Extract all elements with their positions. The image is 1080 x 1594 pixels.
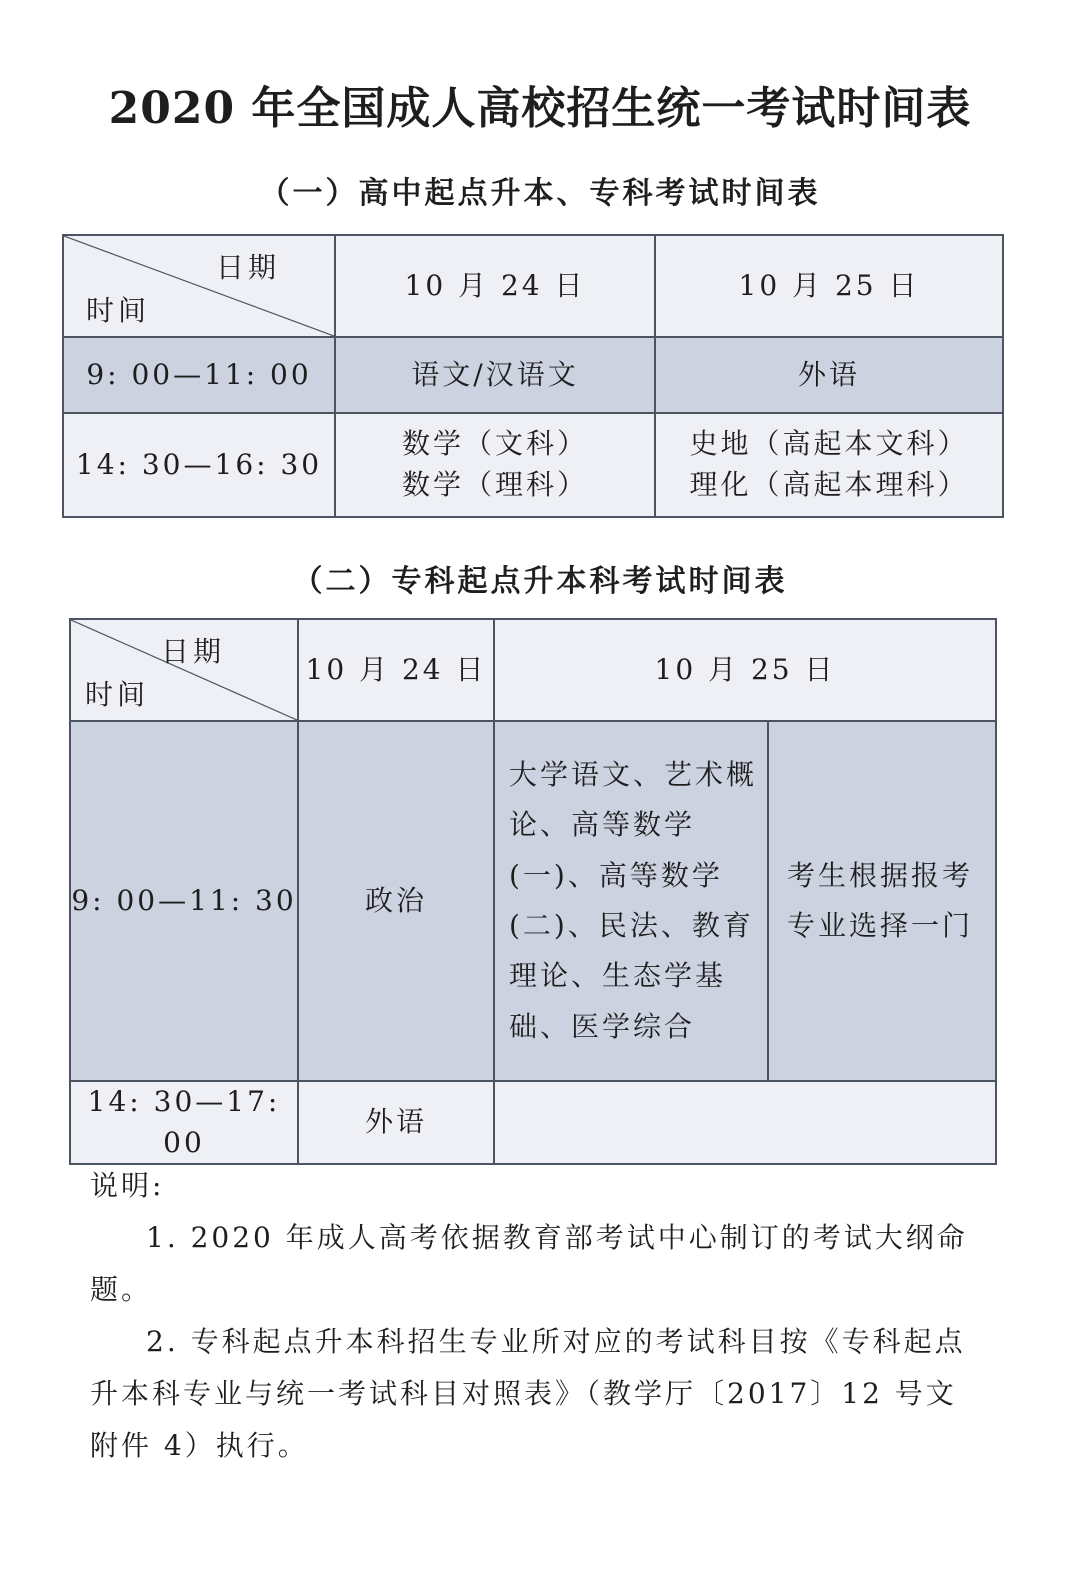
table-row (63, 413, 1003, 517)
selection-note-cell: 考生根据报考专业选择一门 (768, 721, 996, 1081)
subject-line: 数学（文科） (401, 427, 588, 461)
note-item: 2. 专科起点升本科招生专业所对应的考试科目按《专科起点升本科专业与统一考试科目对照表》（教学厅〔2017〕12 号文附件 4）执行。 (90, 1325, 966, 1462)
subject-line: 史地（高起本文科） (689, 427, 969, 461)
subject-cell: 语文/汉语文 (335, 337, 655, 413)
subject-list-cell: 大学语文、艺术概论、高等数学(一)、高等数学(二)、民法、教育理论、生态学基础、医学综合 (494, 721, 768, 1081)
time-cell: 9: 00—11: 30 (70, 721, 298, 1081)
subject-cell (335, 413, 655, 517)
table-row (70, 721, 996, 1081)
subject-cell (655, 413, 1003, 517)
table1-corner-cell (63, 235, 335, 337)
date-header: 10 月 24 日 (335, 235, 655, 337)
notes-section (90, 1160, 980, 1472)
subject-cell: 外语 (655, 337, 1003, 413)
table2-heading: （二）专科起点升本科考试时间表 (292, 564, 788, 599)
page-title: 2020 年全国成人高校招生统一考试时间表 (108, 83, 972, 134)
subject-line: 理化（高起本理科） (689, 468, 969, 501)
table-row (70, 1081, 996, 1164)
date-header: 10 月 24 日 (298, 619, 494, 721)
note-item: 1. 2020 年成人高考依据教育部考试中心制订的考试大纲命题。 (90, 1221, 968, 1306)
subject-cell: 政治 (298, 721, 494, 1081)
notes-label: 说明: (90, 1169, 165, 1202)
subject-cell: 外语 (298, 1081, 494, 1164)
table1-header-row (63, 235, 1003, 337)
corner-date-label: 日期 (160, 635, 225, 668)
table2-header-row (70, 619, 996, 721)
table1-heading: （一）高中起点升本、专科考试时间表 (259, 176, 821, 211)
table2-schedule (69, 618, 997, 1165)
date-header: 10 月 25 日 (494, 619, 996, 721)
time-cell: 14: 30—16: 30 (63, 413, 335, 517)
subject-line: 数学（理科） (401, 468, 588, 501)
table-row (63, 337, 1003, 413)
empty-cell (494, 1081, 996, 1164)
time-cell: 14: 30—17: 00 (70, 1081, 298, 1164)
table2-corner-cell (70, 619, 298, 721)
corner-date-label: 日期 (215, 251, 280, 284)
corner-time-label: 时间 (86, 294, 151, 328)
table1-schedule (62, 234, 1004, 518)
time-cell: 9: 00—11: 00 (63, 337, 335, 413)
corner-time-label: 时间 (85, 678, 150, 712)
date-header: 10 月 25 日 (655, 235, 1003, 337)
